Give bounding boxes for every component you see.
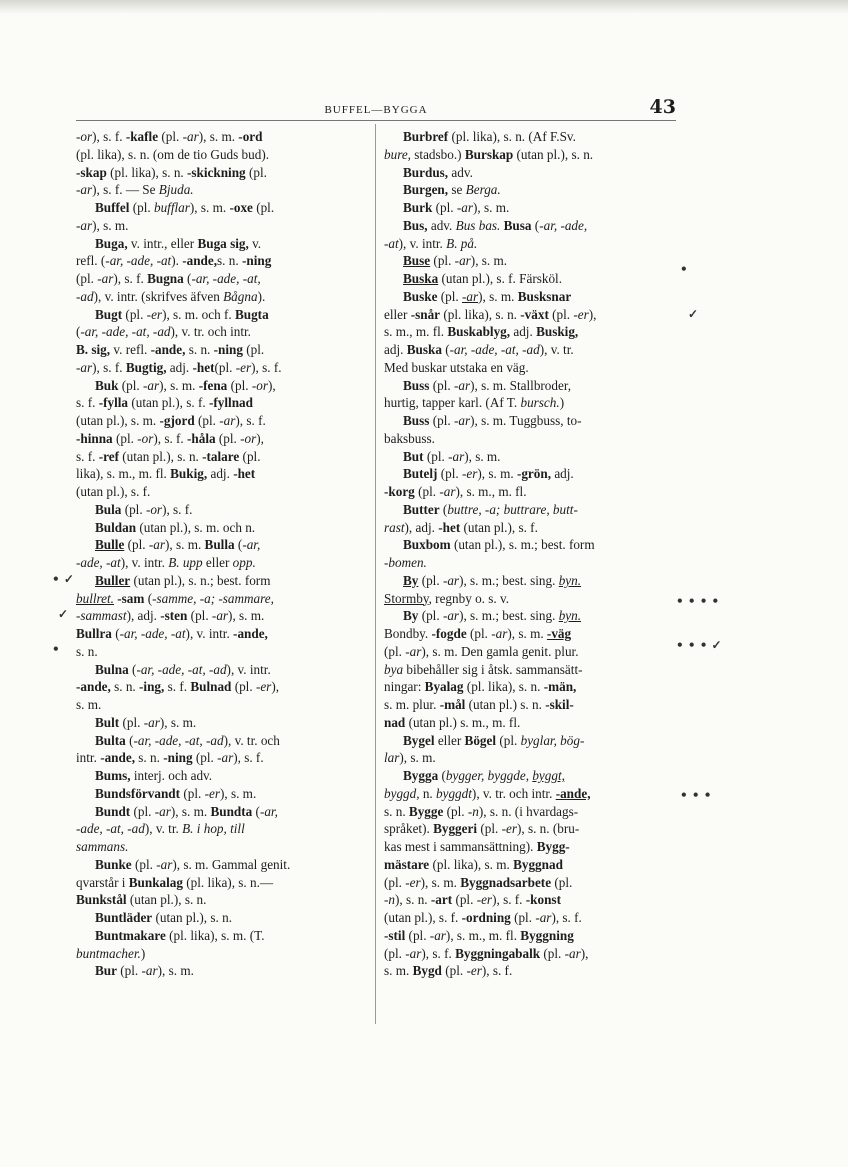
entry-line: (-ar, -ade, -at, -ad), v. tr. och intr. xyxy=(76,324,251,340)
margin-mark-buse: • xyxy=(680,262,688,276)
entry-line: Buntläder (utan pl.), s. n. xyxy=(95,910,233,925)
entry-line: Burdus, adv. xyxy=(403,164,473,180)
entry-line: -hinna (pl. -or), s. f. -håla (pl. -or), xyxy=(76,430,264,446)
entry-line: lar), s. m. xyxy=(384,750,436,766)
entry-line: Buske (pl. -ar), s. m. Busksnar xyxy=(403,288,572,304)
entry-line: (pl. -ar), s. f. Byggningabalk (pl. -ar), xyxy=(384,945,589,961)
column-divider xyxy=(375,124,376,1024)
page-number: 43 xyxy=(649,96,676,118)
entry-line: Burgen, se Berga. xyxy=(403,182,501,198)
header-rule xyxy=(76,120,676,121)
entry-line: eller -snår (pl. lika), s. n. -växt (pl. -er), xyxy=(384,306,597,322)
entry-line: Bums, interj. och adv. xyxy=(95,768,213,783)
entry-line: s. n. xyxy=(76,643,98,659)
entry-line: Med buskar utstaka en väg. xyxy=(384,359,529,375)
entry-line: Buss (pl. -ar), s. m. Tuggbuss, to- xyxy=(403,413,582,428)
entry-line: Bus, adv. Bus bas. Busa (-ar, -ade, xyxy=(403,217,588,233)
entry-line: -n), s. n. -art (pl. -er), s. f. -konst xyxy=(384,892,561,908)
entry-line: intr. -ande, s. n. -ning (pl. -ar), s. f. xyxy=(76,750,264,766)
entry-line: bya bibehåller sig i åtsk. sammansätt- xyxy=(384,661,583,677)
entry-line: Bundsförvandt (pl. -er), s. m. xyxy=(95,785,257,801)
entry-line: -ad), v. intr. (skrifves äfven Bågna). xyxy=(76,288,266,304)
entry-line: språket). Byggeri (pl. -er), s. n. (bru- xyxy=(384,821,580,837)
entry-line: s. m. plur. -mål (utan pl.) s. n. -skil- xyxy=(384,697,574,712)
entry-line: Bygel eller Bögel (pl. byglar, bög- xyxy=(403,732,585,748)
entry-line: s. n. Bygge (pl. -n), s. n. (i hvardags- xyxy=(384,803,579,819)
entry-line: baksbuss. xyxy=(384,430,435,446)
entry-line: (pl. -ar), s. f. Bugna (-ar, -ade, -at, xyxy=(76,271,261,286)
entry-line: refl. (-ar, -ade, -at). -ande,s. n. -ning xyxy=(76,253,272,269)
entry-line: Buss (pl. -ar), s. m. Stallbroder, xyxy=(403,377,572,393)
entry-line: (pl. -ar), s. m. Den gamla genit. plur. xyxy=(384,643,579,659)
entry-line: -ade, -at), v. intr. B. upp eller opp. xyxy=(76,555,256,570)
entry-line: Bullra (-ar, -ade, -at), v. intr. -ande, xyxy=(76,626,268,641)
entry-line: Bulta (-ar, -ade, -at, -ad), v. tr. och xyxy=(95,732,280,748)
margin-mark-buske: ✓ xyxy=(688,307,699,321)
margin-mark-bygga: • • • xyxy=(680,788,712,802)
entry-line: -sammast), adj. -sten (pl. -ar), s. m. xyxy=(76,608,265,624)
entry-line: By (pl. -ar), s. m.; best. sing. byn. xyxy=(403,608,582,624)
entry-line: Buska (utan pl.), s. f. Färsköl. xyxy=(403,271,563,286)
margin-mark-by2: • • • ✓ xyxy=(676,638,722,652)
entry-line: Buse (pl. -ar), s. m. xyxy=(403,253,508,269)
entry-line: But (pl. -ar), s. m. xyxy=(403,448,501,464)
entry-line: Buller (utan pl.), s. n.; best. form xyxy=(95,572,271,588)
margin-mark-bullret: • xyxy=(52,642,60,656)
page-header xyxy=(76,96,676,126)
entry-line: Bygga (bygger, byggde, byggt, xyxy=(403,768,565,783)
entry-line: Buntmakare (pl. lika), s. m. (T. xyxy=(95,927,265,943)
entry-line: Buga, v. intr., eller Buga sig, v. xyxy=(95,235,262,251)
entry-line: ningar: Byalag (pl. lika), s. n. -män, xyxy=(384,679,577,695)
entry-line: -or), s. f. -kafle (pl. -ar), s. m. -ord xyxy=(76,129,263,144)
scan-edge xyxy=(0,0,848,14)
entry-line: bullret. -sam (-samme, -a; -sammare, xyxy=(76,590,274,606)
entry-line: s. m. xyxy=(76,697,102,712)
running-head: BUFFEL—BYGGA xyxy=(324,104,428,116)
entry-line: -ar), s. f. — Se Bjuda. xyxy=(76,182,194,198)
entry-line: -at), v. intr. B. på. xyxy=(384,235,478,251)
entry-line: By (pl. -ar), s. m.; best. sing. byn. xyxy=(403,572,582,588)
entry-line: s. m. Bygd (pl. -er), s. f. xyxy=(384,963,513,979)
entry-line: Bulle (pl. -ar), s. m. Bulla (-ar, xyxy=(95,537,261,553)
entry-line: bure, stadsbo.) Burskap (utan pl.), s. n. xyxy=(384,146,594,162)
entry-line: (utan pl.), s. f. -ordning (pl. -ar), s. f. xyxy=(384,910,582,925)
entry-line: Bulna (-ar, -ade, -at, -ad), v. intr. xyxy=(95,661,271,677)
entry-line: -bomen. xyxy=(384,555,427,570)
entry-line: rast), adj. -het (utan pl.), s. f. xyxy=(384,519,538,535)
entry-line: Bula (pl. -or), s. f. xyxy=(95,501,193,517)
entry-line: hurtig, tapper karl. (Af T. bursch.) xyxy=(384,395,565,411)
entry-line: lika), s. m., m. fl. Bukig, adj. -het xyxy=(76,466,256,482)
margin-mark-buller: ✓ xyxy=(58,607,69,621)
entry-line: Butelj (pl. -er), s. m. -grön, adj. xyxy=(403,466,574,482)
entry-line: kas mest i sammansättning). Bygg- xyxy=(384,839,570,854)
entry-line: Burbref (pl. lika), s. n. (Af F.Sv. xyxy=(403,129,576,144)
entry-line: Bundt (pl. -ar), s. m. Bundta (-ar, xyxy=(95,803,278,819)
entry-line: nad (utan pl.) s. m., m. fl. xyxy=(384,714,521,730)
entry-line: Stormby, regnby o. s. v. xyxy=(384,590,510,606)
entry-line: s. m., m. fl. Buskablyg, adj. Buskig, xyxy=(384,324,579,340)
entry-line: Buxbom (utan pl.), s. m.; best. form xyxy=(403,537,595,553)
entry-line: -ar), s. f. Bugtig, adj. -het(pl. -er), s. f. xyxy=(76,359,282,375)
entry-line: -ar), s. m. xyxy=(76,217,129,233)
entry-line: B. sig, v. refl. -ande, s. n. -ning (pl. xyxy=(76,342,265,357)
entry-line: Bondby. -fogde (pl. -ar), s. m. -väg xyxy=(384,626,572,641)
entry-line: -korg (pl. -ar), s. m., m. fl. xyxy=(384,484,527,499)
entry-line: Butter (buttre, -a; buttrare, butt- xyxy=(403,501,578,517)
entry-line: Bugt (pl. -er), s. m. och f. Bugta xyxy=(95,306,269,322)
entry-line: Buldan (utan pl.), s. m. och n. xyxy=(95,519,256,535)
entry-line: (utan pl.), s. m. -gjord (pl. -ar), s. f. xyxy=(76,413,266,428)
entry-line: -stil (pl. -ar), s. m., m. fl. Byggning xyxy=(384,927,574,943)
entry-line: -skap (pl. lika), s. n. -skickning (pl. xyxy=(76,164,267,180)
entry-line: (utan pl.), s. f. xyxy=(76,484,151,499)
entry-line: Buk (pl. -ar), s. m. -fena (pl. -or), xyxy=(95,377,276,393)
entry-line: sammans. xyxy=(76,839,129,854)
margin-mark-by1: • • • • xyxy=(676,594,720,608)
entry-line: (pl. lika), s. n. (om de tio Guds bud). xyxy=(76,146,270,162)
entry-line: Bur (pl. -ar), s. m. xyxy=(95,963,194,979)
entry-line: Bunkstål (utan pl.), s. n. xyxy=(76,892,207,908)
entry-line: -ade, -at, -ad), v. tr. B. i hop, till xyxy=(76,821,245,837)
margin-mark-bulle: • ✓ xyxy=(52,572,74,586)
entry-line: qvarstår i Bunkalag (pl. lika), s. n.— xyxy=(76,874,274,890)
entry-line: Burk (pl. -ar), s. m. xyxy=(403,200,510,215)
entry-line: byggd, n. byggdt), v. tr. och intr. -ande, xyxy=(384,785,591,801)
entry-line: (pl. -er), s. m. Byggnadsarbete (pl. xyxy=(384,874,573,890)
left-column xyxy=(76,128,366,980)
entry-line: Bunke (pl. -ar), s. m. Gammal genit. xyxy=(95,856,291,872)
entry-line: Buffel (pl. bufflar), s. m. -oxe (pl. xyxy=(95,200,275,215)
entry-line: Bult (pl. -ar), s. m. xyxy=(95,714,197,730)
right-column xyxy=(384,128,676,980)
entry-line: -ande, s. n. -ing, s. f. Bulnad (pl. -er), xyxy=(76,679,280,695)
entry-line: s. f. -fylla (utan pl.), s. f. -fyllnad xyxy=(76,395,253,411)
entry-line: mästare (pl. lika), s. m. Byggnad xyxy=(384,856,563,872)
entry-line: s. f. -ref (utan pl.), s. n. -talare (pl. xyxy=(76,448,261,464)
entry-line: buntmacher.) xyxy=(76,945,146,961)
entry-line: adj. Buska (-ar, -ade, -at, -ad), v. tr. xyxy=(384,342,574,357)
